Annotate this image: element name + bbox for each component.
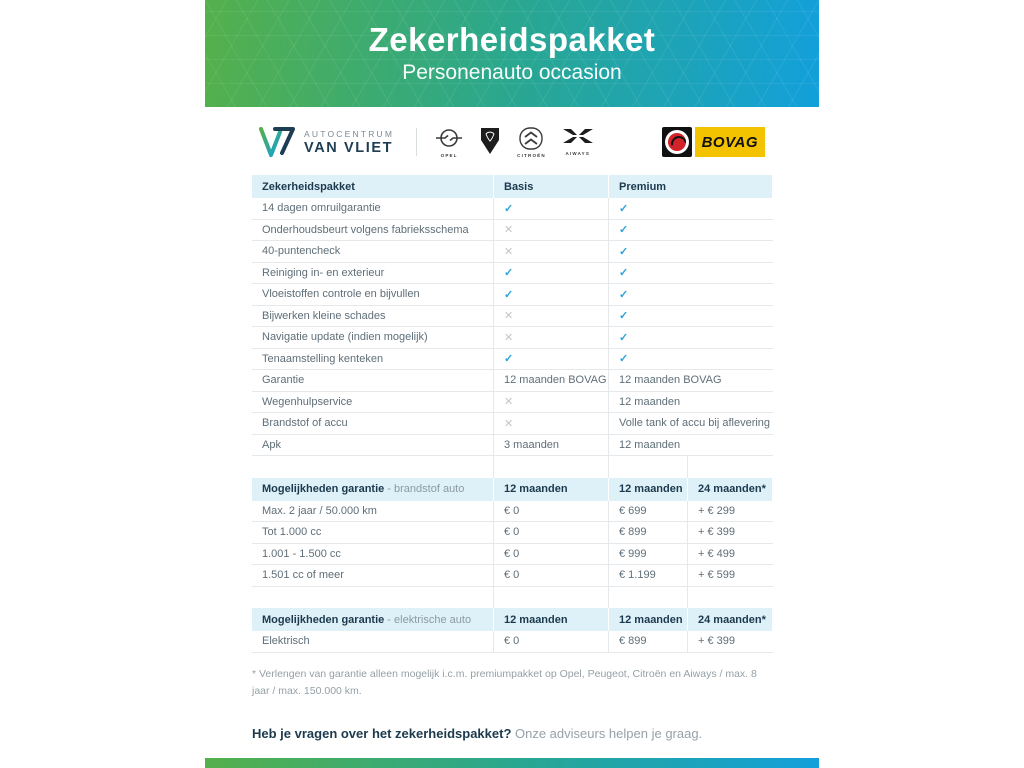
basis-status-cell: ✕ (493, 306, 608, 328)
row-label: Tenaamstelling kenteken (252, 349, 493, 371)
opel-logo-icon (435, 127, 463, 151)
premium-status-cell: ✓ (608, 220, 773, 242)
price-cell: € 0 (493, 501, 608, 523)
table1-header-basis: Basis (493, 175, 608, 198)
citroen-logo-icon (518, 127, 544, 151)
basis-status-cell: 12 maanden BOVAG (493, 370, 608, 392)
basis-status-cell: ✕ (493, 220, 608, 242)
premium-status-cell: ✓ (608, 284, 773, 306)
peugeot-logo-icon (479, 127, 501, 155)
table2-header-col2: 12 maanden (608, 478, 687, 501)
opel-logo (435, 127, 463, 158)
price-cell: + € 399 (687, 522, 773, 544)
table1-header-package: Zekerheidspakket (262, 180, 355, 193)
table-row (252, 565, 772, 587)
table2-header-col3: 24 maanden* (687, 478, 773, 501)
table-row (252, 198, 772, 220)
aiways-logo (562, 127, 594, 156)
row-label: Wegenhulpservice (252, 392, 493, 414)
price-cell: + € 399 (687, 631, 773, 653)
row-label: 1.001 - 1.500 cc (252, 544, 493, 566)
premium-status-cell: ✓ (608, 263, 773, 285)
basis-status-cell: ✓ (493, 284, 608, 306)
premium-status-cell: ✓ (608, 349, 773, 371)
row-label: 14 dagen omruilgarantie (252, 198, 493, 220)
premium-status-cell: ✓ (608, 306, 773, 328)
row-label: Onderhoudsbeurt volgens fabrieksschema (252, 220, 493, 242)
row-label: Apk (252, 435, 493, 457)
table-row (252, 522, 772, 544)
table-row (252, 413, 772, 435)
aiways-label: AIWAYS (565, 150, 591, 156)
row-label: Vloeistoffen controle en bijvullen (252, 284, 493, 306)
header-banner (205, 0, 819, 107)
table3-header-col1: 12 maanden (493, 608, 608, 631)
price-cell: € 0 (493, 565, 608, 587)
row-label: Elektrisch (252, 631, 493, 653)
table-row (252, 435, 772, 457)
footer-gradient-bar (205, 758, 819, 768)
price-cell: € 699 (608, 501, 687, 523)
peugeot-logo (479, 127, 501, 157)
premium-status-cell: 12 maanden (608, 392, 773, 414)
basis-status-cell: ✓ (493, 263, 608, 285)
table-row (252, 306, 772, 328)
question-bold: Heb je vragen over het zekerheidspakket? (252, 726, 512, 742)
price-cell: € 899 (608, 631, 687, 653)
content-area (252, 175, 772, 741)
table2-header-col1: 12 maanden (493, 478, 608, 501)
price-cell: € 0 (493, 522, 608, 544)
brand-logos (435, 127, 594, 158)
premium-status-cell: Volle tank of accu bij aflevering (608, 413, 773, 435)
price-cell: € 0 (493, 631, 608, 653)
table3-header-row (252, 608, 772, 631)
question-rest: Onze adviseurs helpen je graag. (511, 726, 703, 742)
row-label: Navigatie update (indien mogelijk) (252, 327, 493, 349)
price-cell: € 999 (608, 544, 687, 566)
basis-status-cell: ✕ (493, 413, 608, 435)
table-row (252, 241, 772, 263)
price-cell: € 1.199 (608, 565, 687, 587)
table3-header-col2: 12 maanden (608, 608, 687, 631)
row-label: 40-puntencheck (252, 241, 493, 263)
flyer-sheet (205, 0, 819, 768)
table-row (252, 392, 772, 414)
table-row (252, 501, 772, 523)
price-cell: + € 599 (687, 565, 773, 587)
bovag-logo (662, 125, 765, 159)
basis-status-cell: ✕ (493, 241, 608, 263)
row-label: Garantie (252, 370, 493, 392)
citroen-logo (517, 127, 546, 158)
row-label: Tot 1.000 cc (252, 522, 493, 544)
opel-label: OPEL (440, 152, 458, 158)
page-title: Zekerheidspakket (368, 20, 656, 58)
table-spacer (252, 587, 772, 609)
premium-status-cell: 12 maanden BOVAG (608, 370, 773, 392)
table-row (252, 631, 772, 653)
table-spacer (252, 456, 772, 478)
bovag-badge-icon (662, 127, 692, 157)
van-vliet-logo (258, 125, 394, 159)
table-row (252, 349, 772, 371)
basis-status-cell: ✕ (493, 392, 608, 414)
table-row (252, 284, 772, 306)
row-label: 1.501 cc of meer (252, 565, 493, 587)
price-cell: + € 299 (687, 501, 773, 523)
premium-status-cell: 12 maanden (608, 435, 773, 457)
table1-header-premium: Premium (608, 175, 773, 198)
table-row (252, 263, 772, 285)
aiways-logo-icon (562, 127, 594, 149)
table-row (252, 327, 772, 349)
citroen-label: CITROËN (517, 152, 546, 158)
row-label: Reiniging in- en exterieur (252, 263, 493, 285)
table-row (252, 544, 772, 566)
logo-divider (416, 128, 417, 156)
basis-status-cell: 3 maanden (493, 435, 608, 457)
table3-header-title: Mogelijkheden garantie - elektrische auto (262, 613, 472, 626)
logo-row (258, 119, 765, 165)
price-cell: + € 499 (687, 544, 773, 566)
footnote: * Verlengen van garantie alleen mogelijk i.c.m. premiumpakket op Opel, Peugeot, Citroën en Aiways / max. 8 jaar / max. 150.000 km. (252, 667, 757, 697)
table-row (252, 220, 772, 242)
basis-status-cell: ✓ (493, 198, 608, 220)
dealer-name-line1: AUTOCENTRUM (304, 128, 395, 139)
price-cell: € 899 (608, 522, 687, 544)
page-subtitle: Personenauto occasion (402, 61, 622, 85)
table-row (252, 370, 772, 392)
table2-header-row (252, 478, 772, 501)
row-label: Brandstof of accu (252, 413, 493, 435)
closing-question (252, 726, 772, 741)
basis-status-cell: ✓ (493, 349, 608, 371)
premium-status-cell: ✓ (608, 198, 773, 220)
basis-status-cell: ✕ (493, 327, 608, 349)
row-label: Max. 2 jaar / 50.000 km (252, 501, 493, 523)
bovag-wordmark: BOVAG (695, 127, 765, 157)
table3-header-col3: 24 maanden* (687, 608, 773, 631)
dealer-name (304, 129, 394, 156)
premium-status-cell: ✓ (608, 241, 773, 263)
price-cell: € 0 (493, 544, 608, 566)
dealer-name-line2: VAN VLIET (304, 139, 394, 156)
table1-header-row (252, 175, 772, 198)
premium-status-cell: ✓ (608, 327, 773, 349)
van-vliet-v7-icon (258, 125, 296, 159)
table2-header-title: Mogelijkheden garantie - brandstof auto (262, 483, 465, 495)
row-label: Bijwerken kleine schades (252, 306, 493, 328)
